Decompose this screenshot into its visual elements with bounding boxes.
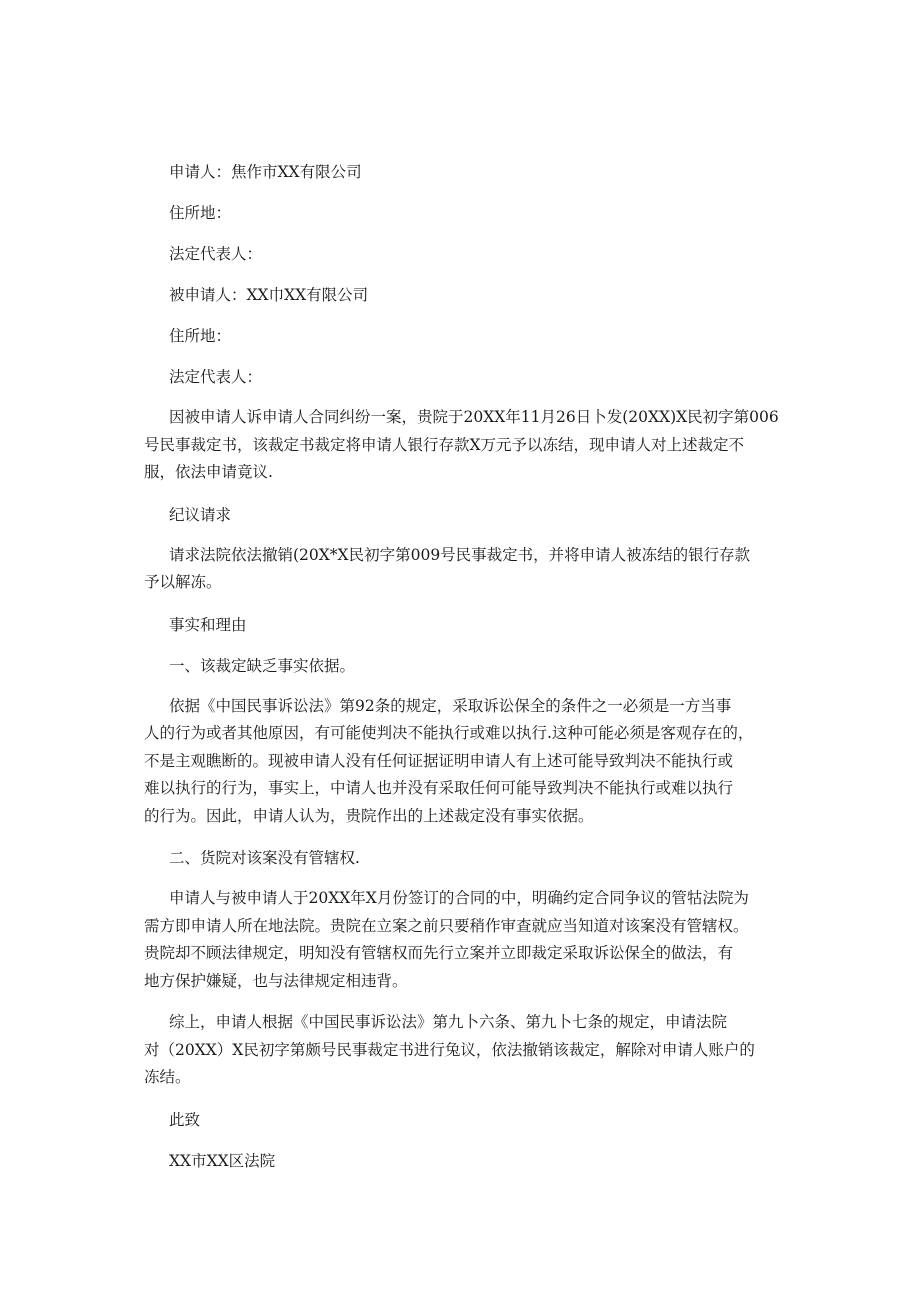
respondent-rep-line: 法定代表人： — [169, 368, 263, 386]
request-line: 予以解冻。 — [144, 573, 222, 591]
point1-line: 的行为。因此，申请人认为，贵院作出的上述裁定没有事实依据。 — [144, 806, 594, 825]
point1-line: 不是主观瞧断的。现被申请人没有任何证据证明申请人有上述可能导致判决不能执行或 — [144, 751, 734, 770]
point1-paragraph — [144, 693, 789, 831]
point2-line: 地方保护嫌疑，也与法律规定相违背。 — [144, 971, 408, 990]
request-paragraph — [144, 542, 789, 597]
document-body — [144, 158, 789, 1188]
point2-paragraph — [144, 885, 789, 995]
applicant-line: 申请人：焦作市XX有限公司 — [169, 163, 362, 181]
intro-line: 服，依法申请竟议. — [144, 463, 273, 481]
court-name: XX市XX区法院 — [169, 1151, 276, 1170]
intro-line: 因被申请人诉申请人合同纠纷一案，贵院于20XX年11月26日卜发(20XX)X民初字第006 — [169, 408, 779, 426]
respondent-address-line: 住所地： — [169, 327, 232, 345]
intro-line: 号民事裁定书，该裁定书裁定将申请人银行存款X万元予以冻结，现申请人对上述裁定不 — [144, 435, 745, 454]
intro-paragraph — [144, 404, 789, 487]
point1-heading: 一、该裁定缺乏事实依据。 — [169, 656, 356, 675]
facts-heading: 事实和理由 — [169, 615, 247, 634]
point2-line: 申请人与被申请人于20XX年X月份签订的合同的中，明确约定合同争议的管牯法院为 — [169, 889, 749, 907]
point2-heading: 二、货院对该案没有管辖权. — [169, 849, 360, 867]
closing-salutation: 此致 — [169, 1110, 201, 1129]
point2-line: 需方即申请人所在地法院。贵院在立案之前只要稍作审查就应当知道对该案没有管辖权。 — [144, 916, 749, 935]
respondent-line: 被申请人：XX巾XX有限公司 — [169, 286, 369, 304]
point1-line: 依据《中国民事诉讼法》第92条的规定，采取诉讼保全的条件之一必须是一方当事 — [169, 696, 732, 715]
applicant-address-line: 住所地： — [169, 204, 232, 222]
conclusion-line: 冻结。 — [144, 1068, 191, 1086]
conclusion-paragraph — [144, 1009, 789, 1092]
request-line: 请求法院依法撤销(20X*X民初字第009号民事裁定书，并将申请人被冻结的银行存款 — [169, 545, 751, 564]
conclusion-line: 综上，申请人根据《中国民事诉讼法》第九卜六条、第九卜七条的规定，申请法院 — [169, 1013, 728, 1031]
conclusion-line: 对（20XX）X民初字第颇号民事裁定书进行兔议，依法撤销该裁定，解除对申请人账户的 — [144, 1040, 755, 1059]
request-heading: 纪议请求 — [169, 505, 232, 524]
point2-line: 贵院却不顾法律规定，明知没有管辖权而先行立案并立即裁定采取诉讼保全的做法，有 — [144, 944, 734, 962]
point1-line: 难以执行的行为，事实上，中请人也并没有采取任何可能导致判决不能执行或难以执行 — [144, 779, 734, 797]
point1-line: 人的行为或者其他原因，有可能使判决不能执行或难以执行.这种可能必须是客观存在的， — [144, 724, 754, 742]
applicant-rep-line: 法定代表人： — [169, 245, 263, 263]
